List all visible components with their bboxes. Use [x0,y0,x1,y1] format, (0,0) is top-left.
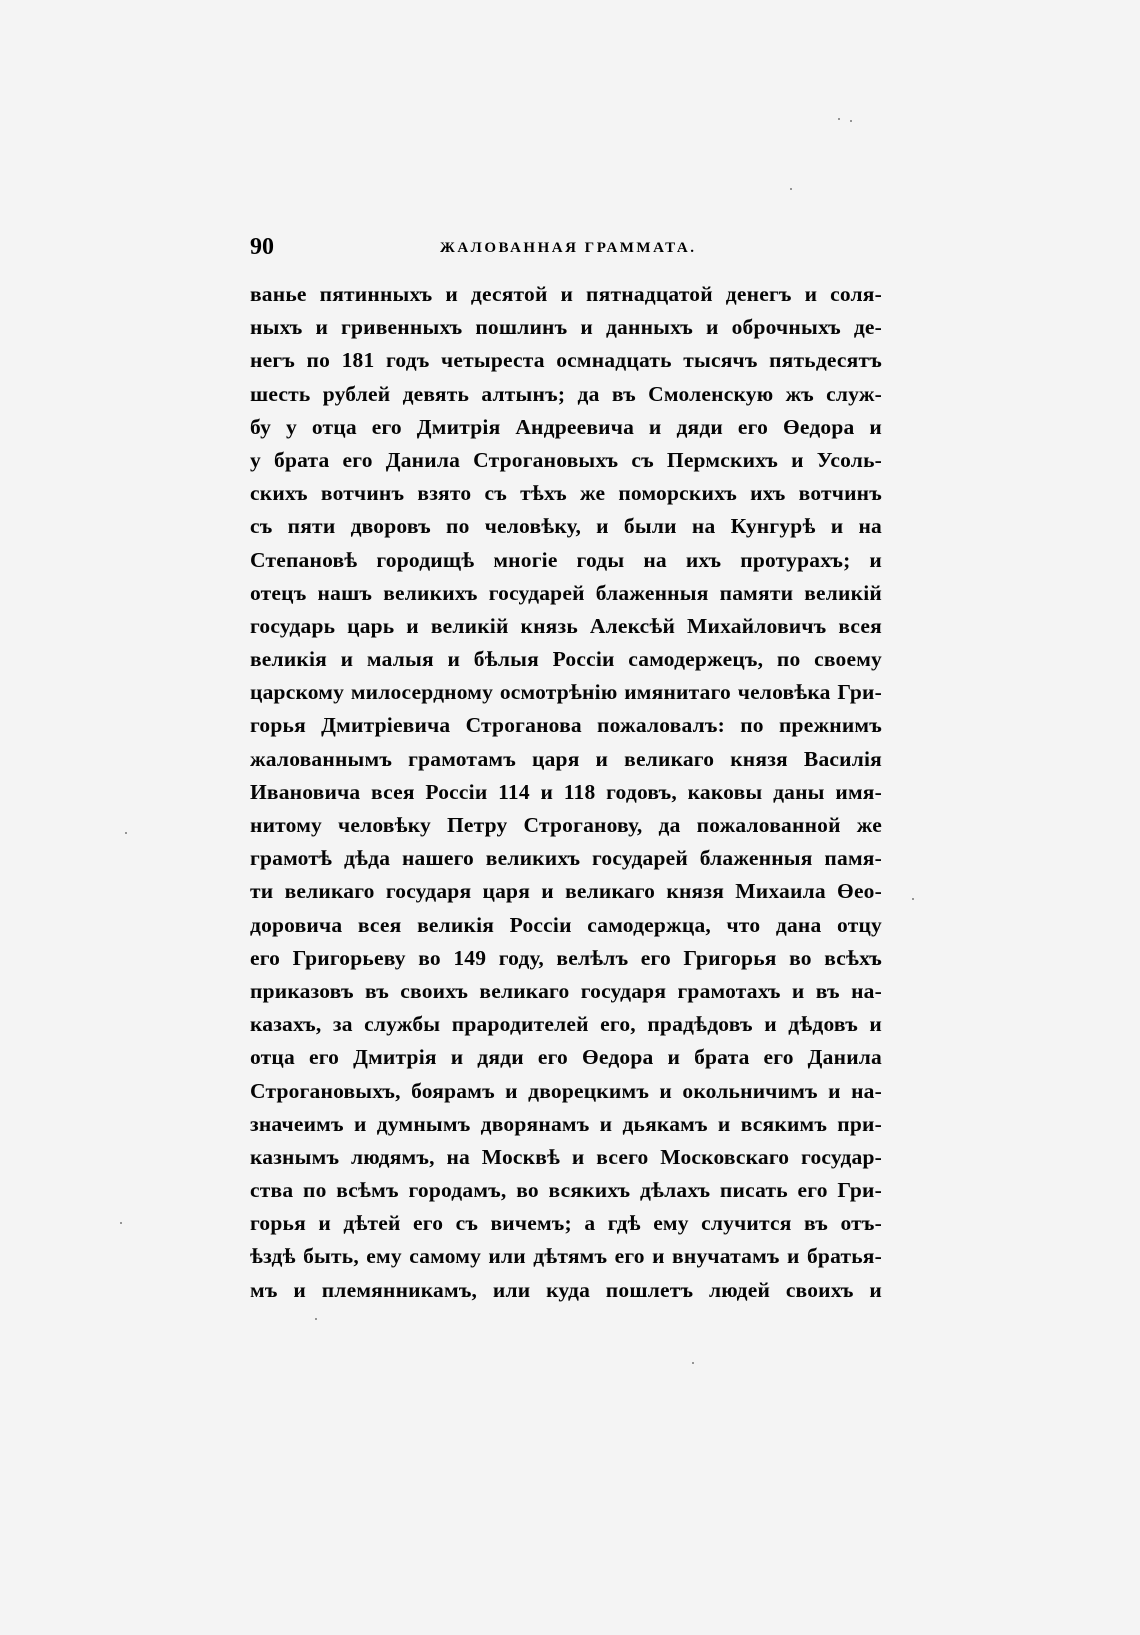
text-line: жалованнымъ грамотамъ царя и великаго князя Василія [250,746,882,771]
text-line: отца его Дмитрія и дяди его Өедора и брата его Данила [250,1045,882,1070]
text-line: казахъ, за службы прародителей его, прадѣдовъ и дѣдовъ и [250,1012,882,1037]
text-line: ѣздѣ быть, ему самому или дѣтямъ его и внучатамъ и братья- [250,1244,882,1269]
text-line: негъ по 181 годъ четыреста осмнадцать тысячъ пятьдесятъ [250,348,882,373]
scan-speck [692,1362,694,1364]
text-line: приказовъ въ своихъ великаго государя грамотахъ и въ на- [250,978,882,1003]
body-text [250,278,882,1307]
text-line: скихъ вотчинъ взято съ тѣхъ же поморскихъ ихъ вотчинъ [250,481,882,506]
text-line: его Григорьеву во 149 году, велѣлъ его Григорья во всѣхъ [250,945,882,970]
scan-speck [850,120,852,122]
text-line: ти великаго государя царя и великаго князя Михаила Өео- [250,879,882,904]
text-line: царскому милосердному осмотрѣнію имянитаго человѣка Гри- [250,680,882,705]
scan-speck [315,1318,317,1320]
scan-speck [912,898,914,900]
text-line: отецъ нашъ великихъ государей блаженныя памяти великій [250,580,882,605]
text-line: Степановѣ городищѣ многіе годы на ихъ протурахъ; и [250,547,882,572]
page-header [250,232,882,262]
text-line: съ пяти дворовъ по человѣку, и были на Кунгурѣ и на [250,514,882,539]
running-title: ЖАЛОВАННАЯ ГРАММАТА. [440,240,697,256]
scan-speck [120,1222,122,1224]
text-line: Ивановича всея Россіи 114 и 118 годовъ, каковы даны имя- [250,779,882,804]
page-number: 90 [250,234,274,260]
text-line: Строгановыхъ, боярамъ и дворецкимъ и окольничимъ и на- [250,1078,882,1103]
text-line: грамотѣ дѣда нашего великихъ государей блаженныя памя- [250,846,882,871]
text-line: ства по всѣмъ городамъ, во всякихъ дѣлахъ писать его Гри- [250,1178,882,1203]
text-line: горья Дмитріевича Строганова пожаловалъ: по прежнимъ [250,713,882,738]
text-line: государь царь и великій князь Алексѣй Михайловичъ всея [250,613,882,638]
text-line: бу у отца его Дмитрія Андреевича и дяди его Өедора и [250,414,882,439]
scan-speck [790,188,792,190]
text-line: казнымъ людямъ, на Москвѣ и всего Московскаго государ- [250,1144,882,1169]
text-line: значеимъ и думнымъ дворянамъ и дьякамъ и всякимъ при- [250,1111,882,1136]
text-line: ныхъ и гривенныхъ пошлинъ и данныхъ и оброчныхъ де- [250,315,882,340]
text-line: доровича всея великія Россіи самодержца, что дана отцу [250,912,882,937]
text-line: горья и дѣтей его съ вичемъ; а гдѣ ему случится въ отъ- [250,1211,882,1236]
text-line: мъ и племянникамъ, или куда пошлетъ людей своихъ и [250,1277,882,1302]
text-line: ванье пятинныхъ и десятой и пятнадцатой денегъ и соля- [250,282,882,306]
scan-speck [838,118,840,120]
text-line: шесть рублей девять алтынъ; да въ Смоленскую жъ служ- [250,381,882,406]
text-line: великія и малыя и бѣлыя Россіи самодержецъ, по своему [250,647,882,672]
text-line: нитому человѣку Петру Строганову, да пожалованной же [250,813,882,837]
text-line: у брата его Данила Строгановыхъ съ Пермскихъ и Усоль- [250,447,882,472]
scan-speck [125,832,127,834]
